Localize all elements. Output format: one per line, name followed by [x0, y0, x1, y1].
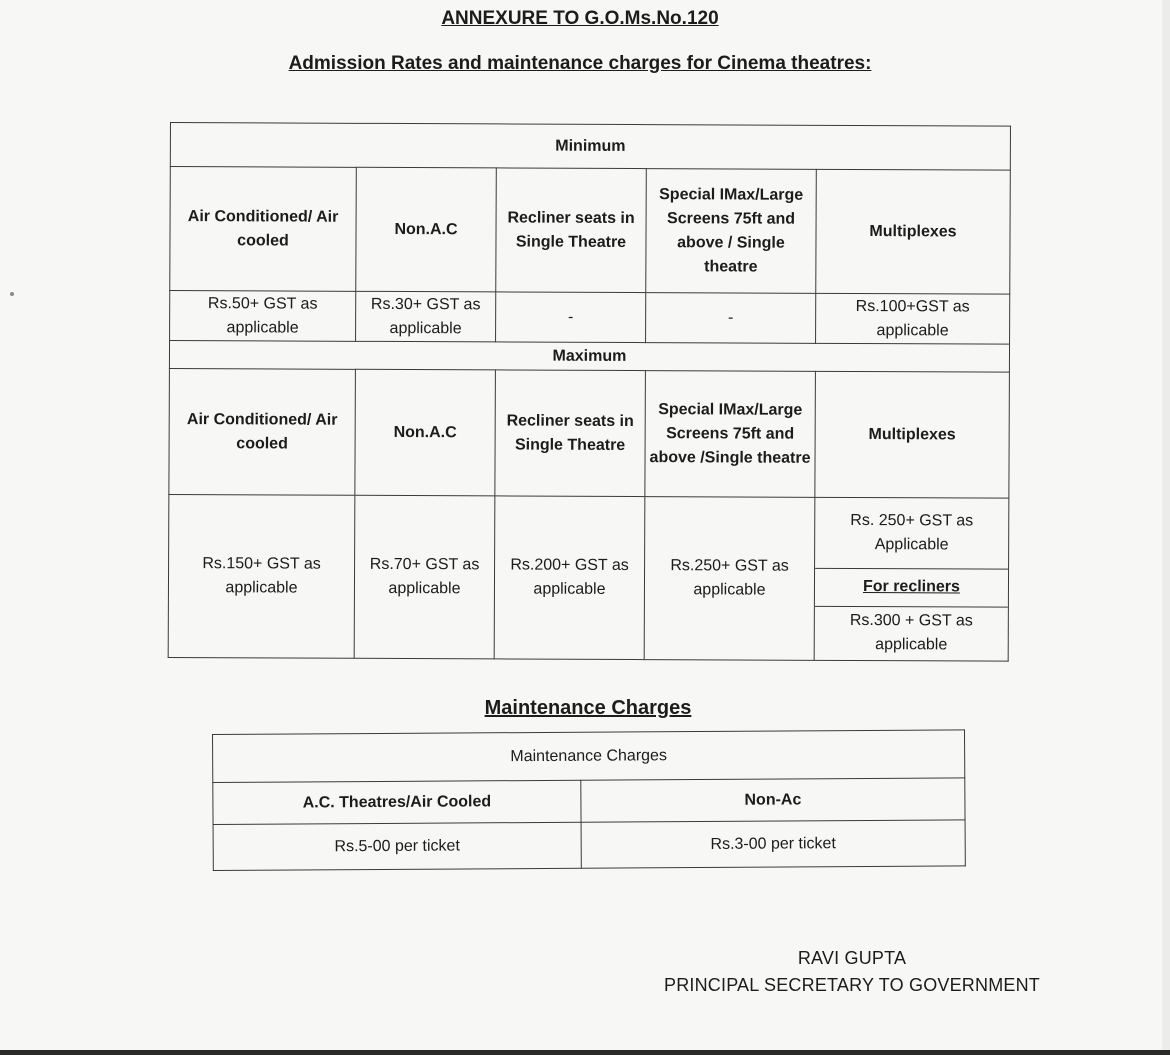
bottom-border [0, 1050, 1170, 1055]
multiplex-subtable [815, 498, 1009, 661]
min-value-ac: Rs.50+ GST as applicable [170, 291, 356, 342]
maint-value-ac: Rs.5-00 per ticket [213, 822, 581, 870]
min-value-multiplex: Rs.100+GST as applicable [816, 293, 1010, 344]
max-header-multiplex: Multiplexes [815, 371, 1010, 498]
maintenance-heading: Maintenance Charges [484, 697, 692, 719]
minimum-section-label: Minimum [170, 123, 1010, 171]
max-value-imax: Rs.250+ GST as applicable [644, 497, 815, 661]
min-header-non-ac: Non.A.C [356, 167, 497, 292]
min-header-multiplex: Multiplexes [816, 169, 1011, 294]
page-edge [1162, 0, 1170, 1050]
signatory-title: PRINCIPAL SECRETARY TO GOVERNMENT [663, 975, 1040, 995]
min-value-non-ac: Rs.30+ GST as applicable [356, 291, 496, 342]
scan-speck [10, 292, 14, 296]
max-multiplex-value: Rs. 250+ GST as Applicable [850, 511, 974, 554]
max-value-non-ac: Rs.70+ GST as applicable [354, 495, 495, 659]
max-multiplex-cell [814, 497, 1009, 661]
max-header-recliner: Recliner seats in Single Theatre [495, 370, 646, 497]
min-header-ac: Air Conditioned/ Air cooled [170, 167, 357, 292]
max-header-imax: Special IMax/Large Screens 75ft and above /Single theatre [645, 371, 816, 498]
min-value-recliner: - [496, 292, 646, 343]
min-value-imax: - [646, 293, 816, 344]
max-header-non-ac: Non.A.C [355, 369, 496, 496]
recliners-label: For recliners [815, 568, 1008, 607]
annexure-title: ANNEXURE TO G.O.Ms.No.120 [441, 8, 719, 29]
admission-rates-table [168, 122, 1011, 662]
max-value-recliner: Rs.200+ GST as applicable [494, 496, 645, 660]
document-subtitle: Admission Rates and maintenance charges for Cinema theatres: [288, 53, 872, 74]
maint-header-non-ac: Non-Ac [581, 778, 965, 822]
signatory-name: RAVI GUPTA [797, 948, 907, 968]
min-header-imax: Special IMax/Large Screens 75ft and above / Single theatre [646, 169, 817, 294]
maintenance-table-title: Maintenance Charges [213, 730, 965, 783]
min-header-recliner: Recliner seats in Single Theatre [496, 168, 647, 293]
maximum-section-label: Maximum [169, 341, 1009, 373]
maint-value-non-ac: Rs.3-00 per ticket [581, 820, 965, 868]
maint-header-ac: A.C. Theatres/Air Cooled [213, 780, 581, 824]
max-header-ac: Air Conditioned/ Air cooled [169, 368, 356, 495]
max-value-ac: Rs.150+ GST as applicable [168, 494, 355, 658]
recliners-value: Rs.300 + GST as applicable [815, 606, 1008, 661]
maintenance-table [212, 729, 966, 871]
